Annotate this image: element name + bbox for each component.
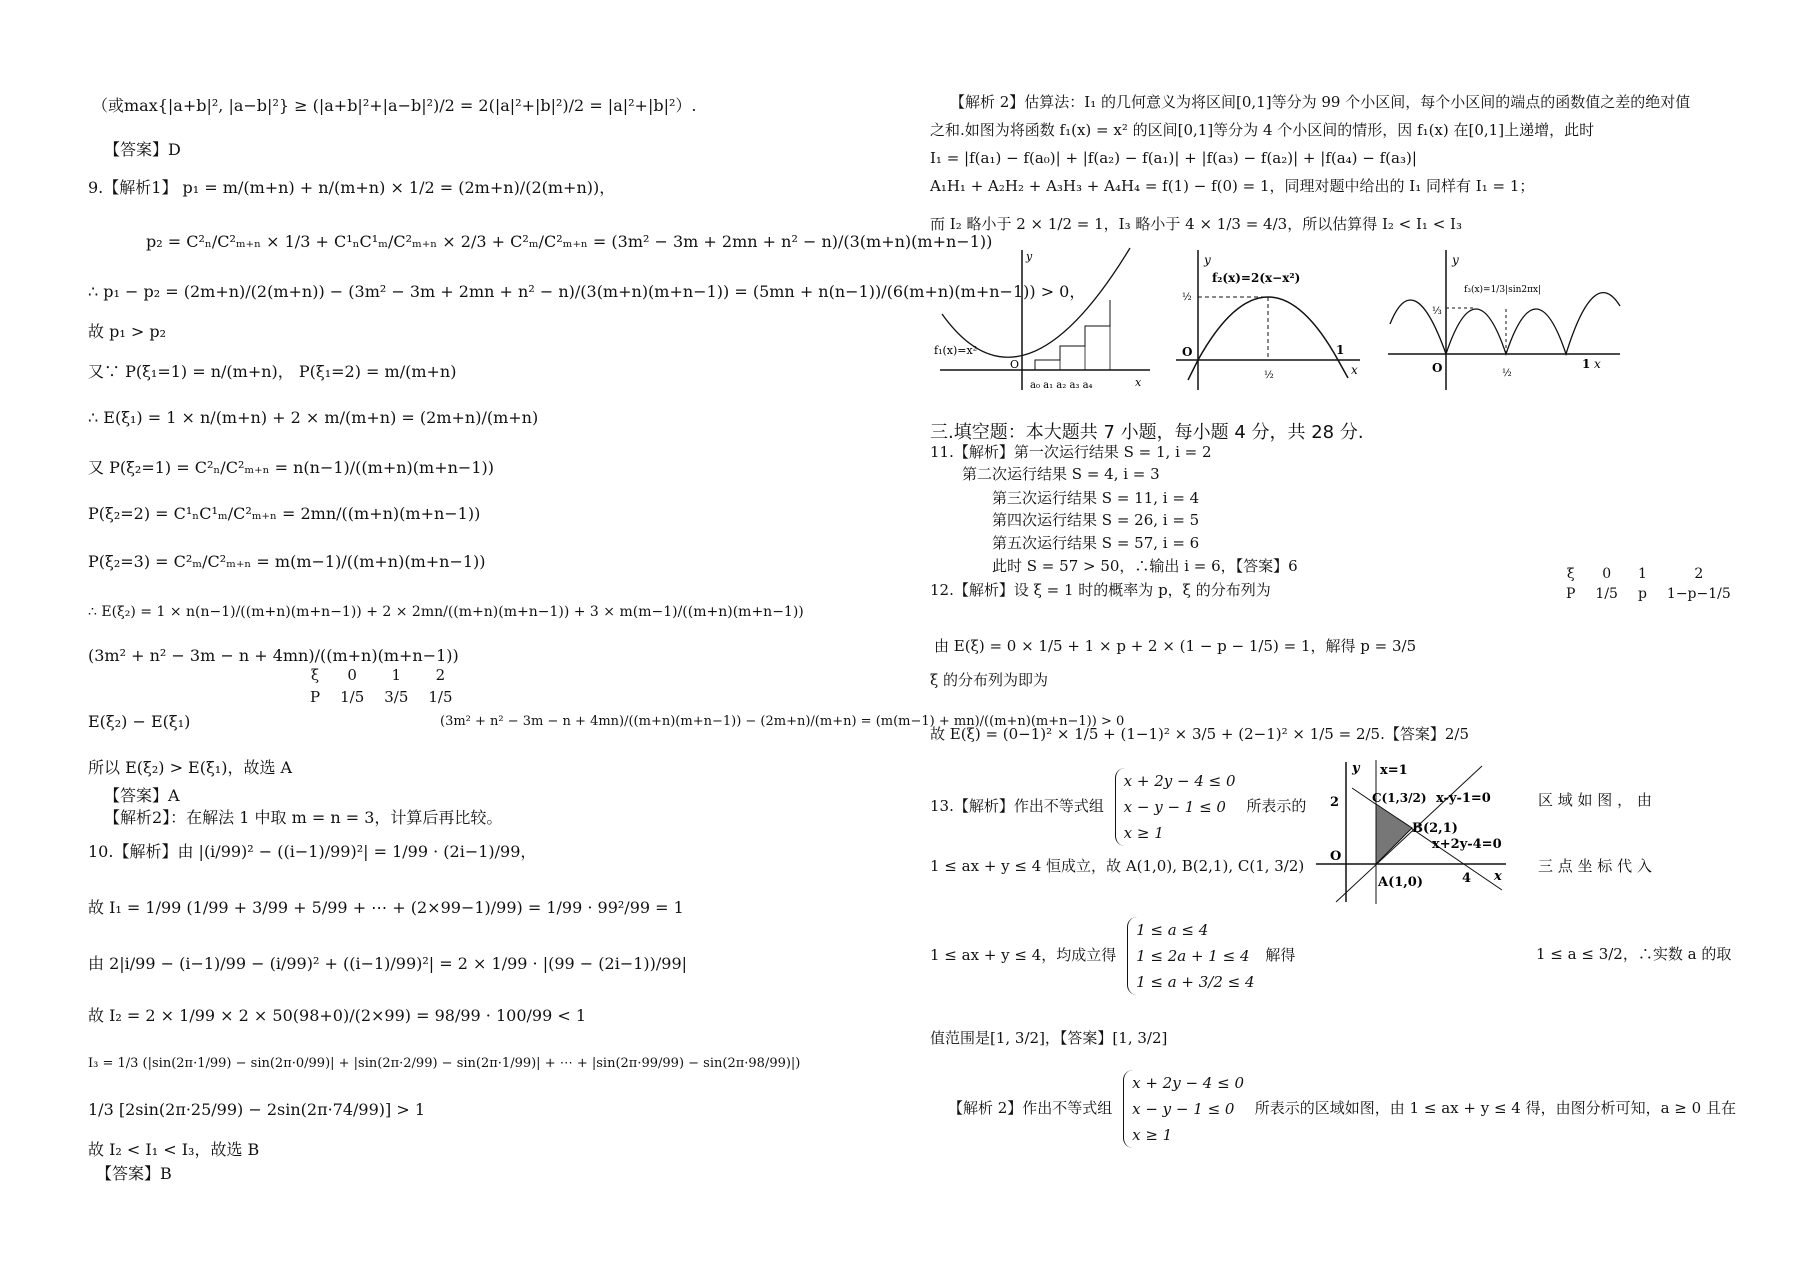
table-row <box>300 686 463 708</box>
q9-e2b-line: (3m² + n² − 3m − n + 4mn)/((m+n)(m+n−1)) <box>88 646 459 665</box>
origin-label: O <box>1182 345 1193 359</box>
r-line-5: 而 I₂ 略小于 2 × 1/2 = 1，I₃ 略小于 4 × 1/3 = 4/3，所以估算得 I₂ < I₁ < I₃ <box>930 215 1462 233</box>
x-label: x <box>1351 363 1358 377</box>
tick-label: ½ <box>1182 292 1192 303</box>
y-label: y <box>1352 761 1360 776</box>
q13-c1: 1 ≤ ax + y ≤ 4，均成立得 <box>930 946 1117 964</box>
q13-method2-line <box>948 1068 1736 1148</box>
y-label: y <box>1204 253 1211 267</box>
table-cell: 1/5 <box>340 688 365 706</box>
q10-e-line: I₃ = 1/3 (|sin(2π·1/99) − sin(2π·0/99)| + |sin(2π·2/99) − sin(2π·1/99)| + ⋯ + |sin(2π·99/99) − sin(2π·98/99)|) <box>88 1056 801 1071</box>
label-l2: x+2y-4=0 <box>1432 837 1502 852</box>
table-cell: 1/5 <box>1595 586 1618 602</box>
r-line-4: A₁H₁ + A₂H₂ + A₃H₃ + A₄H₄ = f(1) − f(0) = 1，同理对题中给出的 I₁ 同样有 I₁ = 1； <box>930 177 1535 195</box>
inequality: x − y − 1 ≤ 0 <box>1123 798 1226 816</box>
inequality: x − y − 1 ≤ 0 <box>1132 1100 1235 1118</box>
answer-9: 【答案】A <box>104 786 180 805</box>
q10-f-line: 1/3 [2sin(2π·25/99) − 2sin(2π·74/99)] > 1 <box>88 1100 426 1119</box>
q9-method2: 【解析2】：在解法 1 中取 m = n = 3，计算后再比较。 <box>104 808 503 827</box>
table-cell: 1−p−1/5 <box>1666 586 1731 602</box>
table-cell: 2 <box>435 666 446 684</box>
x-label: x <box>1494 869 1502 884</box>
table-cell: P <box>310 688 321 706</box>
q9-pc-line: P(ξ₂=3) = C²ₘ/C²ₘ₊ₙ = m(m−1)/((m+n)(m+n−1)) <box>88 552 486 571</box>
inequality: x ≥ 1 <box>1132 1126 1173 1144</box>
y-label: y <box>1026 250 1033 263</box>
q13-label: 13.【解析】作出不等式组 <box>930 797 1104 815</box>
origin-label: O <box>1432 361 1443 375</box>
sine-curve <box>1390 293 1620 354</box>
label-B: B(2,1) <box>1412 821 1458 836</box>
figure-x-squared <box>930 244 1160 394</box>
q13-c3: 1 ≤ a ≤ 3/2，∴实数 a 的取 <box>1536 945 1732 963</box>
label-A: A(1,0) <box>1378 875 1424 890</box>
figure-abs-sine <box>1384 244 1624 394</box>
parabola-curve <box>942 248 1130 357</box>
max-inequality-line: （或max{|a+b|², |a−b|²} ≥ (|a+b|²+|a−b|²)/2 = 2(|a|²+|b|²)/2 = |a|²+|b|²）. <box>92 96 697 115</box>
q9-pb-line: P(ξ₂=2) = C¹ₙC¹ₘ/C²ₘ₊ₙ = 2mn/((m+n)(m+n−1)) <box>88 504 481 523</box>
x-label: x <box>1594 357 1601 371</box>
q12-line-b: 由 E(ξ) = 0 × 1/5 + 1 × p + 2 × (1 − p − 1/5) = 1，解得 p = 3/5 <box>934 637 1417 655</box>
q13-c2: 解得 <box>1265 946 1296 964</box>
table-cell: P <box>1566 586 1576 602</box>
inequality: 1 ≤ a + 3/2 ≤ 4 <box>1136 973 1255 991</box>
q13-side-1: 区 域 如 图 ， 由 <box>1538 791 1652 809</box>
table-cell: 0 <box>347 666 357 684</box>
answer-10: 【答案】B <box>96 1164 172 1183</box>
table-cell: ξ <box>1566 566 1575 582</box>
table-row <box>300 664 463 686</box>
q9-ediff-right: (3m² + n² − 3m − n + 4mn)/((m+n)(m+n−1)) − (2m+n)/(m+n) = (m(m−1) + mn)/((m+n)(m+n−1)) > 0 <box>440 714 1125 729</box>
tick-2: 2 <box>1330 795 1340 810</box>
q11-line-f: 此时 S = 57 > 50，∴输出 i = 6，【答案】6 <box>992 557 1298 575</box>
inequality: 1 ≤ a ≤ 4 <box>1136 921 1209 939</box>
q10-g-line: 故 I₂ < I₁ < I₃，故选 B <box>88 1140 260 1159</box>
q10-d-line: 故 I₂ = 2 × 1/99 × 2 × 50(98+0)/(2×99) = 98/99 · 100/99 < 1 <box>88 1006 587 1025</box>
q11-line-c: 第三次运行结果 S = 11, i = 4 <box>992 489 1200 507</box>
q9-so-line: 故 p₁ > p₂ <box>88 322 166 341</box>
table-row <box>1556 584 1741 604</box>
q9-p1-formula: p₁ = m/(m+n) + n/(m+n) × 1/2 = (2m+n)/(2(m+n))， <box>182 178 616 197</box>
q13-line-c <box>930 900 1295 1010</box>
r-line-1: 【解析 2】估算法：I₁ 的几何意义为将区间[0,1]等分为 99 个小区间，每个小区间的端点的函数值之差的绝对值 <box>950 93 1691 111</box>
q13-line-d: 值范围是[1, 3/2]，【答案】[1, 3/2] <box>930 1029 1168 1047</box>
table-cell: 1 <box>391 666 402 684</box>
r-line-3: I₁ = |f(a₁) − f(a₀)| + |f(a₂) − f(a₁)| + |f(a₃) − f(a₂)| + |f(a₄) − f(a₃)| <box>930 149 1417 167</box>
partition-steps <box>1035 300 1110 370</box>
q13-system-brace <box>1115 768 1236 846</box>
q12-distribution-table <box>1556 564 1741 604</box>
q9-p1-line <box>88 178 615 198</box>
fig3-label: f₃(x)=1/3|sin2πx| <box>1464 285 1542 295</box>
table-cell: 2 <box>1694 566 1704 582</box>
q11-line-a: 11.【解析】第一次运行结果 S = 1, i = 2 <box>930 443 1212 461</box>
figure-feasible-region <box>1312 756 1512 906</box>
q11-line-d: 第四次运行结果 S = 26, i = 5 <box>992 511 1200 529</box>
q13-line-a <box>930 766 1306 846</box>
q10-a-line <box>88 842 536 862</box>
q9-e1-line: ∴ E(ξ₁) = 1 × n/(m+n) + 2 × m/(m+n) = (2m+n)/(m+n) <box>88 408 539 427</box>
tick-label: a₀ a₁ a₂ a₃ a₄ <box>1030 380 1093 391</box>
origin-label: O <box>1010 358 1020 371</box>
q10-a-formula: |(i/99)² − ((i−1)/99)²| = 1/99 · (2i−1)/99， <box>198 842 537 861</box>
q13-system3-brace <box>1123 1070 1244 1148</box>
q11-line-b: 第二次运行结果 S = 4, i = 3 <box>962 465 1160 483</box>
section-title: 三.填空题：本大题共 7 小题，每小题 4 分，共 28 分. <box>930 422 1364 443</box>
q9-diff-line: ∴ p₁ − p₂ = (2m+n)/(2(m+n)) − (3m² − 3m + 2mn + n² − n)/(3(m+n)(m+n−1)) = (5mn + n(n−1))/(6(m+n)(m+n−1)) > 0， <box>88 282 1086 301</box>
q11-line-e: 第五次运行结果 S = 57, i = 6 <box>992 534 1200 552</box>
table-cell: 1 <box>1637 566 1647 582</box>
parabola-curve <box>1198 297 1348 378</box>
q12-line-a: 12.【解析】设 ξ = 1 时的概率为 p，ξ 的分布列为 <box>930 581 1271 599</box>
table-cell: 0 <box>1602 566 1612 582</box>
q13-system2-brace <box>1127 917 1254 995</box>
label-l1: x-y-1=0 <box>1436 791 1491 806</box>
q9-distribution-table <box>300 664 463 708</box>
feasible-region <box>1376 804 1412 864</box>
q9-prob1-line: 又∵ P(ξ₁=1) = n/(m+n)， P(ξ₁=2) = m/(m+n) <box>88 362 457 381</box>
q12-line-c: ξ 的分布列为即为 <box>930 671 1049 689</box>
q10-label: 10.【解析】由 <box>88 842 194 861</box>
figure-parabola-down <box>1168 244 1368 394</box>
x-label: x <box>1135 376 1142 389</box>
q13-side-2: 三 点 坐 标 代 入 <box>1538 857 1652 875</box>
inequality: x + 2y − 4 ≤ 0 <box>1123 772 1236 790</box>
q9-ediff-left: E(ξ₂) − E(ξ₁) <box>88 712 191 731</box>
fig2-label: f₂(x)=2(x−x²) <box>1212 271 1301 285</box>
y-label: y <box>1452 253 1459 267</box>
answer-8: 【答案】D <box>104 140 181 159</box>
label-C: C(1,3/2) <box>1372 791 1427 805</box>
table-cell: ξ <box>310 666 320 684</box>
r-line-2: 之和.如图为将函数 f₁(x) = x² 的区间[0,1]等分为 4 个小区间的情形，因 f₁(x) 在[0,1]上递增，此时 <box>930 121 1595 139</box>
tick-label: ⅓ <box>1432 306 1442 317</box>
table-cell: p <box>1637 586 1647 602</box>
q13-line-b: 1 ≤ ax + y ≤ 4 恒成立，故 A(1,0), B(2,1), C(1, 3/2) <box>930 857 1305 875</box>
q9-label: 9.【解析1】 <box>88 178 178 197</box>
label-x1: x=1 <box>1380 763 1408 778</box>
q9-pa-line: 又 P(ξ₂=1) = C²ₙ/C²ₘ₊ₙ = n(n−1)/((m+n)(m+n−1)) <box>88 458 494 477</box>
inequality: 1 ≤ 2a + 1 ≤ 4 <box>1136 947 1250 965</box>
inequality: x + 2y − 4 ≤ 0 <box>1132 1074 1244 1092</box>
table-cell: 3/5 <box>384 688 409 706</box>
q9-p2-line: p₂ = C²ₙ/C²ₘ₊ₙ × 1/3 + C¹ₙC¹ₘ/C²ₘ₊ₙ × 2/3 + C²ₘ/C²ₘ₊ₙ = (3m² − 3m + 2mn + n² − n)/(3(m+n)(m+n−1)) <box>146 232 993 251</box>
curve-tail <box>1188 360 1198 380</box>
tick-4: 4 <box>1462 871 1472 886</box>
q10-b-line: 故 I₁ = 1/99 (1/99 + 3/99 + 5/99 + ⋯ + (2×99−1)/99) = 1/99 · 99²/99 = 1 <box>88 898 684 917</box>
tick-label: 1 <box>1582 357 1591 371</box>
tick-label: 1 <box>1336 343 1345 357</box>
q13-m2b: 所表示的区域如图，由 1 ≤ ax + y ≤ 4 得，由图分析可知，a ≥ 0 且在 <box>1254 1099 1736 1117</box>
tick-label: ½ <box>1502 368 1512 379</box>
table-cell: 1/5 <box>428 688 453 706</box>
q10-c-line: 由 2|i/99 − (i−1)/99 − (i/99)² + ((i−1)/99)²| = 2 × 1/99 · |(99 − (2i−1))/99| <box>88 954 688 973</box>
table-row <box>1556 564 1741 584</box>
q12-line-d: 故 E(ξ) = (0−1)² × 1/5 + (1−1)² × 3/5 + (2−1)² × 1/5 = 2/5.【答案】2/5 <box>930 725 1470 743</box>
tick-label: ½ <box>1264 370 1274 381</box>
inequality: x ≥ 1 <box>1123 824 1164 842</box>
q13-m2a: 【解析 2】作出不等式组 <box>948 1099 1113 1117</box>
q13-desc: 所表示的 <box>1246 797 1307 815</box>
q9-e2-line: ∴ E(ξ₂) = 1 × n(n−1)/((m+n)(m+n−1)) + 2 × 2mn/((m+n)(m+n−1)) + 3 × m(m−1)/((m+n)(m+n−1)) <box>88 604 804 620</box>
origin-label: O <box>1330 849 1342 864</box>
q9-conclusion: 所以 E(ξ₂) > E(ξ₁)，故选 A <box>88 758 293 777</box>
fig1-label: f₁(x)=x² <box>934 344 978 357</box>
